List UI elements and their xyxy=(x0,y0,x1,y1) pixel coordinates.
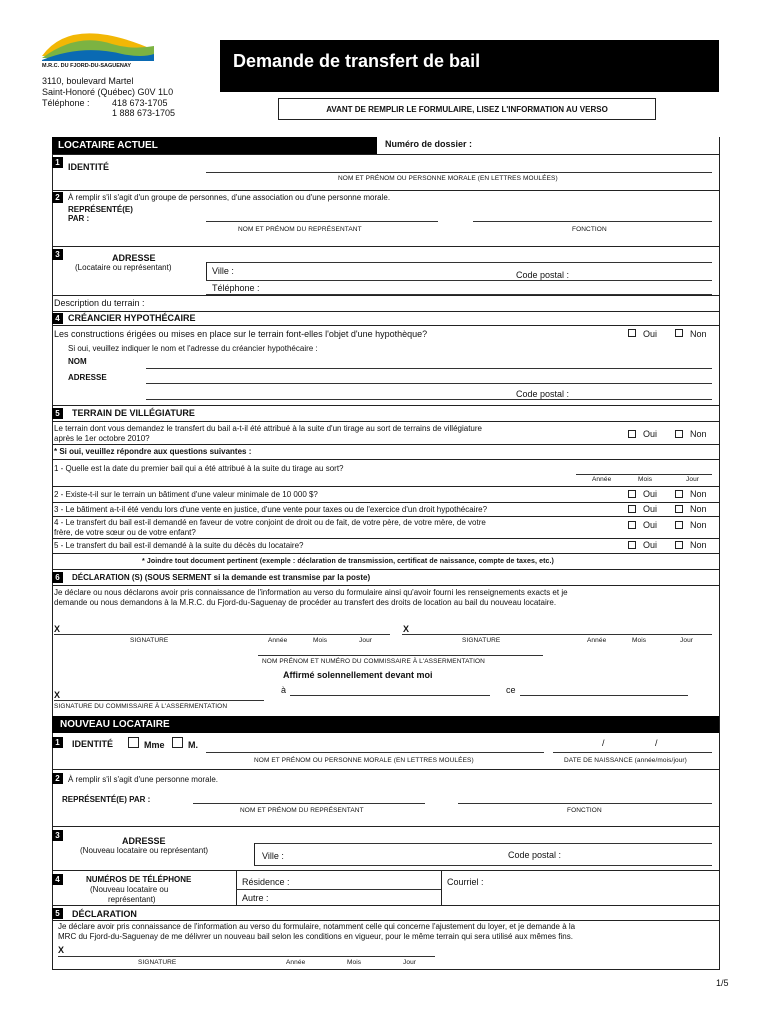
section-current-tenant-title: LOCATAIRE ACTUEL xyxy=(58,140,158,151)
address-label: ADRESSE xyxy=(112,253,156,263)
q3-non-label: Non xyxy=(690,504,707,514)
new-section-5-number: 5 xyxy=(52,908,63,919)
new-represented-label: REPRÉSENTÉ(E) PAR : xyxy=(62,795,151,804)
q4-non-label: Non xyxy=(690,520,707,530)
new-declaration-line1: Je déclare avoir pris connaissance de l'information au verso du formulaire, notamment celle qui concerne l'ajustement du loyer, et je demande à la xyxy=(58,922,576,931)
q2-oui-label: Oui xyxy=(643,489,658,499)
notice-box xyxy=(278,98,656,120)
commissioner-signature-line[interactable] xyxy=(54,700,264,701)
new-identity-label: IDENTITÉ xyxy=(72,739,114,749)
new-group-instruction: À remplir s'il s'agit d'une personne morale. xyxy=(68,775,218,784)
m-label: M. xyxy=(188,740,198,750)
commissioner-signature-caption: SIGNATURE DU COMMISSAIRE À L'ASSERMENTATION xyxy=(54,703,228,710)
address-line-1: 3110, boulevard Martel xyxy=(42,76,134,86)
new-address-field[interactable] xyxy=(254,843,712,844)
q4-non-checkbox[interactable] xyxy=(675,521,683,529)
creditor-address-field[interactable] xyxy=(146,383,712,384)
function-caption: FONCTION xyxy=(572,226,607,233)
mme-checkbox[interactable] xyxy=(128,737,139,748)
date-slash-2: / xyxy=(655,738,658,748)
title-banner xyxy=(220,40,719,92)
creditor-label: CRÉANCIER HYPOTHÉCAIRE xyxy=(68,313,196,323)
new-section-4-number: 4 xyxy=(52,874,63,885)
mme-label: Mme xyxy=(144,740,165,750)
si-oui-instruction: * Si oui, veuillez répondre aux questions suivantes : xyxy=(54,447,252,456)
new-section-2-number: 2 xyxy=(52,773,63,784)
signature-x-2: X xyxy=(403,624,410,634)
creditor-instruction: Si oui, veuillez indiquer le nom et l'adresse du créancier hypothécaire : xyxy=(68,344,318,353)
creditor-name-label: NOM xyxy=(68,357,87,366)
villegiature-non-checkbox[interactable] xyxy=(675,430,683,438)
m-checkbox[interactable] xyxy=(172,737,183,748)
mortgage-oui-label: Oui xyxy=(643,329,658,339)
city-label: Ville : xyxy=(212,266,234,276)
q2-non-checkbox[interactable] xyxy=(675,490,683,498)
new-representative-function-field[interactable] xyxy=(458,803,712,804)
q4-oui-checkbox[interactable] xyxy=(628,521,636,529)
q1-mois-caption: Mois xyxy=(638,476,653,483)
q5-non-label: Non xyxy=(690,540,707,550)
identity-label: IDENTITÉ xyxy=(68,162,110,172)
annee-caption-2: Année xyxy=(587,637,607,644)
new-jour-caption: Jour xyxy=(403,959,417,966)
new-name-caption: NOM ET PRÉNOM OU PERSONNE MORALE (EN LETTRES MOULÉES) xyxy=(254,757,474,764)
new-signature-line[interactable] xyxy=(58,956,435,957)
new-section-1-number: 1 xyxy=(52,737,63,748)
question-4-line2: frère, de votre sœur ou de votre enfant? xyxy=(54,528,196,537)
a-label: à xyxy=(281,685,287,695)
mortgage-non-checkbox[interactable] xyxy=(675,329,683,337)
commissioner-caption: NOM PRÉNOM ET NUMÉRO DU COMMISSAIRE À L'ASSERMENTATION xyxy=(262,658,485,665)
section-5-number: 5 xyxy=(52,408,63,419)
jour-caption-2: Jour xyxy=(680,637,694,644)
commissioner-name-field[interactable] xyxy=(258,655,543,656)
phone-number-2: 1 888 673-1705 xyxy=(112,108,176,118)
creditor-name-field[interactable] xyxy=(146,368,712,369)
section-new-tenant xyxy=(52,716,719,733)
villegiature-oui-checkbox[interactable] xyxy=(628,430,636,438)
logo-caption: M.R.C. DU FJORD-DU-SAGUENAY xyxy=(42,63,132,69)
section-new-tenant-title: NOUVEAU LOCATAIRE xyxy=(60,719,170,730)
representative-name-caption: NOM ET PRÉNOM DU REPRÉSENTANT xyxy=(238,226,362,233)
creditor-postal-code-label: Code postal : xyxy=(516,389,570,399)
q3-oui-checkbox[interactable] xyxy=(628,505,636,513)
question-2: 2 - Existe-t-il sur le terrain un bâtiment d'une valeur minimale de 10 000 $? xyxy=(54,490,318,499)
solemn-affirmation: Affirmé solennellement devant moi xyxy=(283,670,433,680)
residence-label: Résidence : xyxy=(242,877,290,887)
annee-caption-1: Année xyxy=(268,637,288,644)
declaration-text-line1: Je déclare ou nous déclarons avoir pris connaissance de l'information au verso du formulaire ainsi qu'avoir fourni les renseignements exacts et je xyxy=(54,588,568,597)
new-section-3-number: 3 xyxy=(52,830,63,841)
autre-label: Autre : xyxy=(242,893,269,903)
phone-sublabel-2: représentant) xyxy=(108,895,156,904)
new-mois-caption: Mois xyxy=(347,959,362,966)
section-3-number: 3 xyxy=(52,249,63,260)
section-current-tenant xyxy=(52,137,377,154)
representative-function-field[interactable] xyxy=(473,221,712,222)
question-3: 3 - Le bâtiment a-t-il été vendu lors d'une vente en justice, d'une vente pour taxes ou de l'exercice d'un droit hypothécaire? xyxy=(54,505,488,514)
affirmation-date-field[interactable] xyxy=(520,695,688,696)
question-5: 5 - Le transfert du bail est-il demandé à la suite du décès du locataire? xyxy=(54,541,304,550)
birth-date-field[interactable] xyxy=(553,752,712,753)
villegiature-label: TERRAIN DE VILLÉGIATURE xyxy=(72,408,195,418)
new-function-caption: FONCTION xyxy=(567,807,602,814)
new-postal-code-label: Code postal : xyxy=(508,850,562,860)
represented-label-1: REPRÉSENTÉ(E) xyxy=(68,205,133,214)
signature-caption-2: SIGNATURE xyxy=(462,637,501,644)
new-declaration-line2: MRC du Fjord-du-Saguenay de me délivrer un nouveau bail selon les conditions en vigueur, pour le même terrain qui sera utilisé aux mêmes fins. xyxy=(58,932,573,941)
declaration-label: DÉCLARATION (S) (SOUS SERMENT si la demande est transmise par la poste) xyxy=(72,573,371,582)
mortgage-non-label: Non xyxy=(690,329,707,339)
section-2-number: 2 xyxy=(52,192,63,203)
q5-oui-checkbox[interactable] xyxy=(628,541,636,549)
signature-x-3: X xyxy=(54,690,61,700)
q3-oui-label: Oui xyxy=(643,504,658,514)
q4-oui-label: Oui xyxy=(643,520,658,530)
question-4-line1: 4 - Le transfert du bail est-il demandé en faveur de votre conjoint de droit ou de fait, de votre père, de votre mère, de votre xyxy=(54,518,486,527)
city-field[interactable] xyxy=(206,280,712,281)
telephone-label: Téléphone : xyxy=(212,283,260,293)
q2-non-label: Non xyxy=(690,489,707,499)
mois-caption-1: Mois xyxy=(313,637,328,644)
q1-annee-caption: Année xyxy=(592,476,612,483)
signature-caption-1: SIGNATURE xyxy=(130,637,169,644)
represented-label-2: PAR : xyxy=(68,214,90,223)
residence-field[interactable] xyxy=(236,889,441,890)
mrc-logo xyxy=(42,14,154,70)
first-lease-date-field[interactable] xyxy=(576,474,712,475)
documents-note: * Joindre tout document pertinent (exemple : déclaration de transmission, certificat de naissance, compte de taxes, etc.) xyxy=(142,558,554,565)
new-city-field[interactable] xyxy=(254,865,712,866)
villegiature-non-label: Non xyxy=(690,429,707,439)
group-instruction: À remplir s'il s'agit d'un groupe de personnes, d'une association ou d'une personne morale. xyxy=(68,193,391,202)
new-representative-caption: NOM ET PRÉNOM DU REPRÉSENTANT xyxy=(240,807,364,814)
phone-label: Téléphone : xyxy=(42,98,90,108)
section-4-number: 4 xyxy=(52,313,63,324)
postal-code-label: Code postal : xyxy=(516,270,570,280)
q2-oui-checkbox[interactable] xyxy=(628,490,636,498)
signature-x-1: X xyxy=(54,624,61,634)
declaration-text-line2: demande ou nous demandons à la M.R.C. du Fjord-du-Saguenay de procéder au transfert des droits de location au bail du nouveau locataire. xyxy=(54,598,557,607)
creditor-address-label: ADRESSE xyxy=(68,373,107,382)
mortgage-oui-checkbox[interactable] xyxy=(628,329,636,337)
creditor-postal-field[interactable] xyxy=(146,399,712,400)
representative-name-field[interactable] xyxy=(206,221,438,222)
notice-text: AVANT DE REMPLIR LE FORMULAIRE, LISEZ L'INFORMATION AU VERSO xyxy=(326,105,608,114)
terrain-description-label: Description du terrain : xyxy=(54,298,145,308)
page-title: Demande de transfert de bail xyxy=(233,51,481,71)
tenant-signature-line-2[interactable] xyxy=(402,634,712,635)
q5-non-checkbox[interactable] xyxy=(675,541,683,549)
phone-numbers-label: NUMÉROS DE TÉLÉPHONE xyxy=(86,875,192,884)
section-1-number: 1 xyxy=(52,157,63,168)
q1-jour-caption: Jour xyxy=(686,476,700,483)
new-signature-caption: SIGNATURE xyxy=(138,959,177,966)
phone-sublabel-1: (Nouveau locataire ou xyxy=(90,885,169,894)
q3-non-checkbox[interactable] xyxy=(675,505,683,513)
question-1: 1 - Quelle est la date du premier bail qui a été attribué à la suite du tirage au sort? xyxy=(54,464,344,473)
ce-label: ce xyxy=(506,685,516,695)
new-address-label: ADRESSE xyxy=(122,836,166,846)
name-field[interactable] xyxy=(206,172,712,173)
section-6-number: 6 xyxy=(52,572,63,583)
new-representative-name-field[interactable] xyxy=(193,803,425,804)
new-city-label: Ville : xyxy=(262,851,284,861)
new-annee-caption: Année xyxy=(286,959,306,966)
date-slash-1: / xyxy=(602,738,605,748)
q5-oui-label: Oui xyxy=(643,540,658,550)
address-field[interactable] xyxy=(206,262,712,263)
jour-caption-1: Jour xyxy=(359,637,373,644)
affirmation-place-field[interactable] xyxy=(290,695,490,696)
courriel-label: Courriel : xyxy=(447,877,484,887)
villegiature-question-line2: après le 1er octobre 2010? xyxy=(54,434,150,443)
mortgage-question: Les constructions érigées ou mises en place sur le terrain font-elles l'objet d'une hypothèque? xyxy=(54,329,428,339)
address-sublabel: (Locataire ou représentant) xyxy=(75,263,172,272)
tenant-signature-line-1[interactable] xyxy=(54,634,390,635)
mois-caption-2: Mois xyxy=(632,637,647,644)
name-caption: NOM ET PRÉNOM OU PERSONNE MORALE (EN LETTRES MOULÉES) xyxy=(338,175,558,182)
new-name-field[interactable] xyxy=(206,752,544,753)
new-address-sublabel: (Nouveau locataire ou représentant) xyxy=(80,846,209,855)
dossier-label: Numéro de dossier : xyxy=(385,139,473,149)
new-signature-x: X xyxy=(58,945,65,955)
new-declaration-label: DÉCLARATION xyxy=(72,909,137,919)
address-line-2: Saint-Honoré (Québec) G0V 1L0 xyxy=(42,87,174,97)
page-number: 1/5 xyxy=(716,978,729,988)
villegiature-question-line1: Le terrain dont vous demandez le transfert du bail a-t-il été attribué à la suite d'un tirage au sort de terrains de villégiature xyxy=(54,424,482,433)
birth-date-caption: DATE DE NAISSANCE (année/mois/jour) xyxy=(564,757,687,764)
phone-number-1: 418 673-1705 xyxy=(112,98,168,108)
villegiature-oui-label: Oui xyxy=(643,429,658,439)
